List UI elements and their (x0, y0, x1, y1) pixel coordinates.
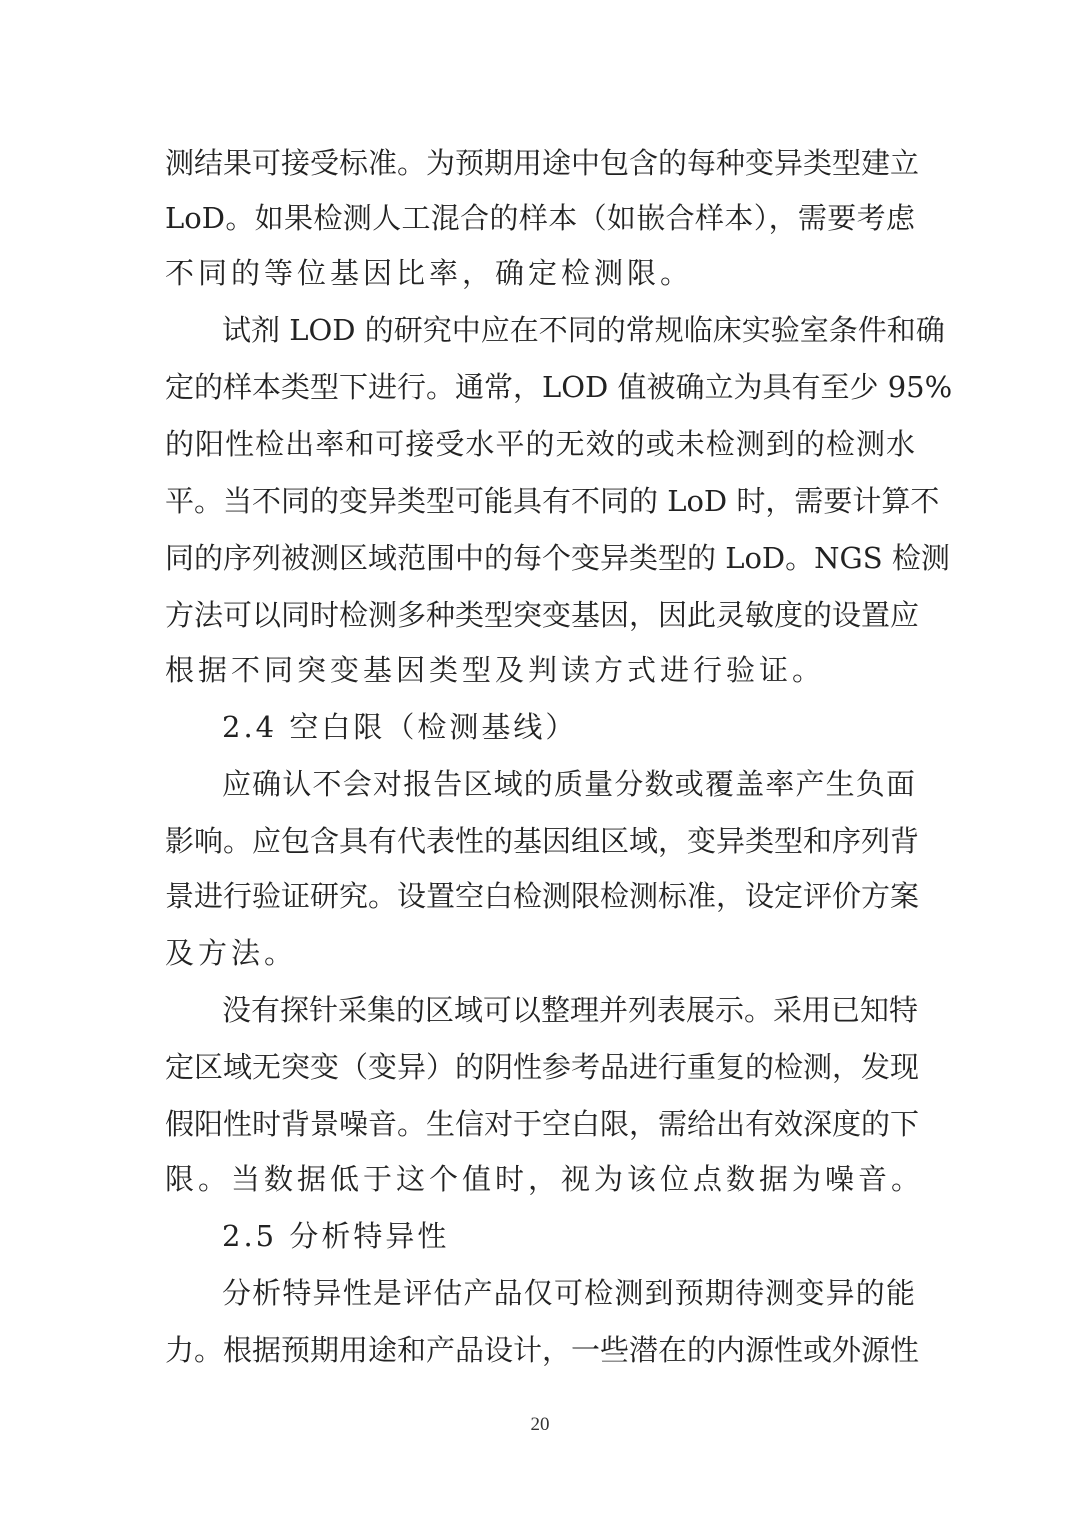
body-text-line: 假阳性时背景噪音。生信对于空白限，需给出有效深度的下 (165, 1107, 920, 1141)
body-text-line: 方法可以同时检测多种类型突变基因，因此灵敏度的设置应 (165, 598, 920, 632)
body-text-line: 没有探针采集的区域可以整理并列表展示。采用已知特 (222, 993, 919, 1027)
body-text-line: 及方法。 (165, 936, 298, 970)
body-text-line: 测结果可接受标准。为预期用途中包含的每种变异类型建立 (165, 146, 920, 180)
body-text-line: 影响。应包含具有代表性的基因组区域，变异类型和序列背 (165, 824, 920, 858)
body-text-line: 根据不同突变基因类型及判读方式进行验证。 (165, 653, 826, 687)
section-heading: 2.5 分析特异性 (222, 1219, 450, 1253)
body-text-line: 定的样本类型下进行。通常，LOD 值被确立为具有至少 95% (165, 370, 953, 404)
section-heading: 2.4 空白限（检测基线） (222, 710, 578, 744)
body-text-line: 同的序列被测区域范围中的每个变异类型的 LoD。NGS 检测 (165, 541, 950, 575)
body-text-line: 试剂 LOD 的研究中应在不同的常规临床实验室条件和确 (222, 313, 945, 347)
body-text-line: 不同的等位基因比率，确定检测限。 (165, 256, 694, 290)
body-text-line: 分析特异性是评估产品仅可检测到预期待测变异的能 (222, 1276, 915, 1310)
body-text-line: LoD。如果检测人工混合的样本（如嵌合样本），需要考虑 (165, 201, 915, 235)
body-text-line: 力。根据预期用途和产品设计，一些潜在的内源性或外源性 (165, 1333, 920, 1367)
body-text-line: 的阳性检出率和可接受水平的无效的或未检测到的检测水 (165, 427, 915, 461)
page-number: 20 (530, 1414, 550, 1435)
body-text-line: 定区域无突变（变异）的阴性参考品进行重复的检测，发现 (165, 1050, 920, 1084)
body-text-line: 应确认不会对报告区域的质量分数或覆盖率产生负面 (222, 767, 915, 801)
body-text-line: 限。当数据低于这个值时，视为该位点数据为噪音。 (165, 1162, 925, 1196)
body-text-line: 景进行验证研究。设置空白检测限检测标准，设定评价方案 (165, 879, 920, 913)
body-text-line: 平。当不同的变异类型可能具有不同的 LoD 时，需要计算不 (165, 484, 940, 518)
